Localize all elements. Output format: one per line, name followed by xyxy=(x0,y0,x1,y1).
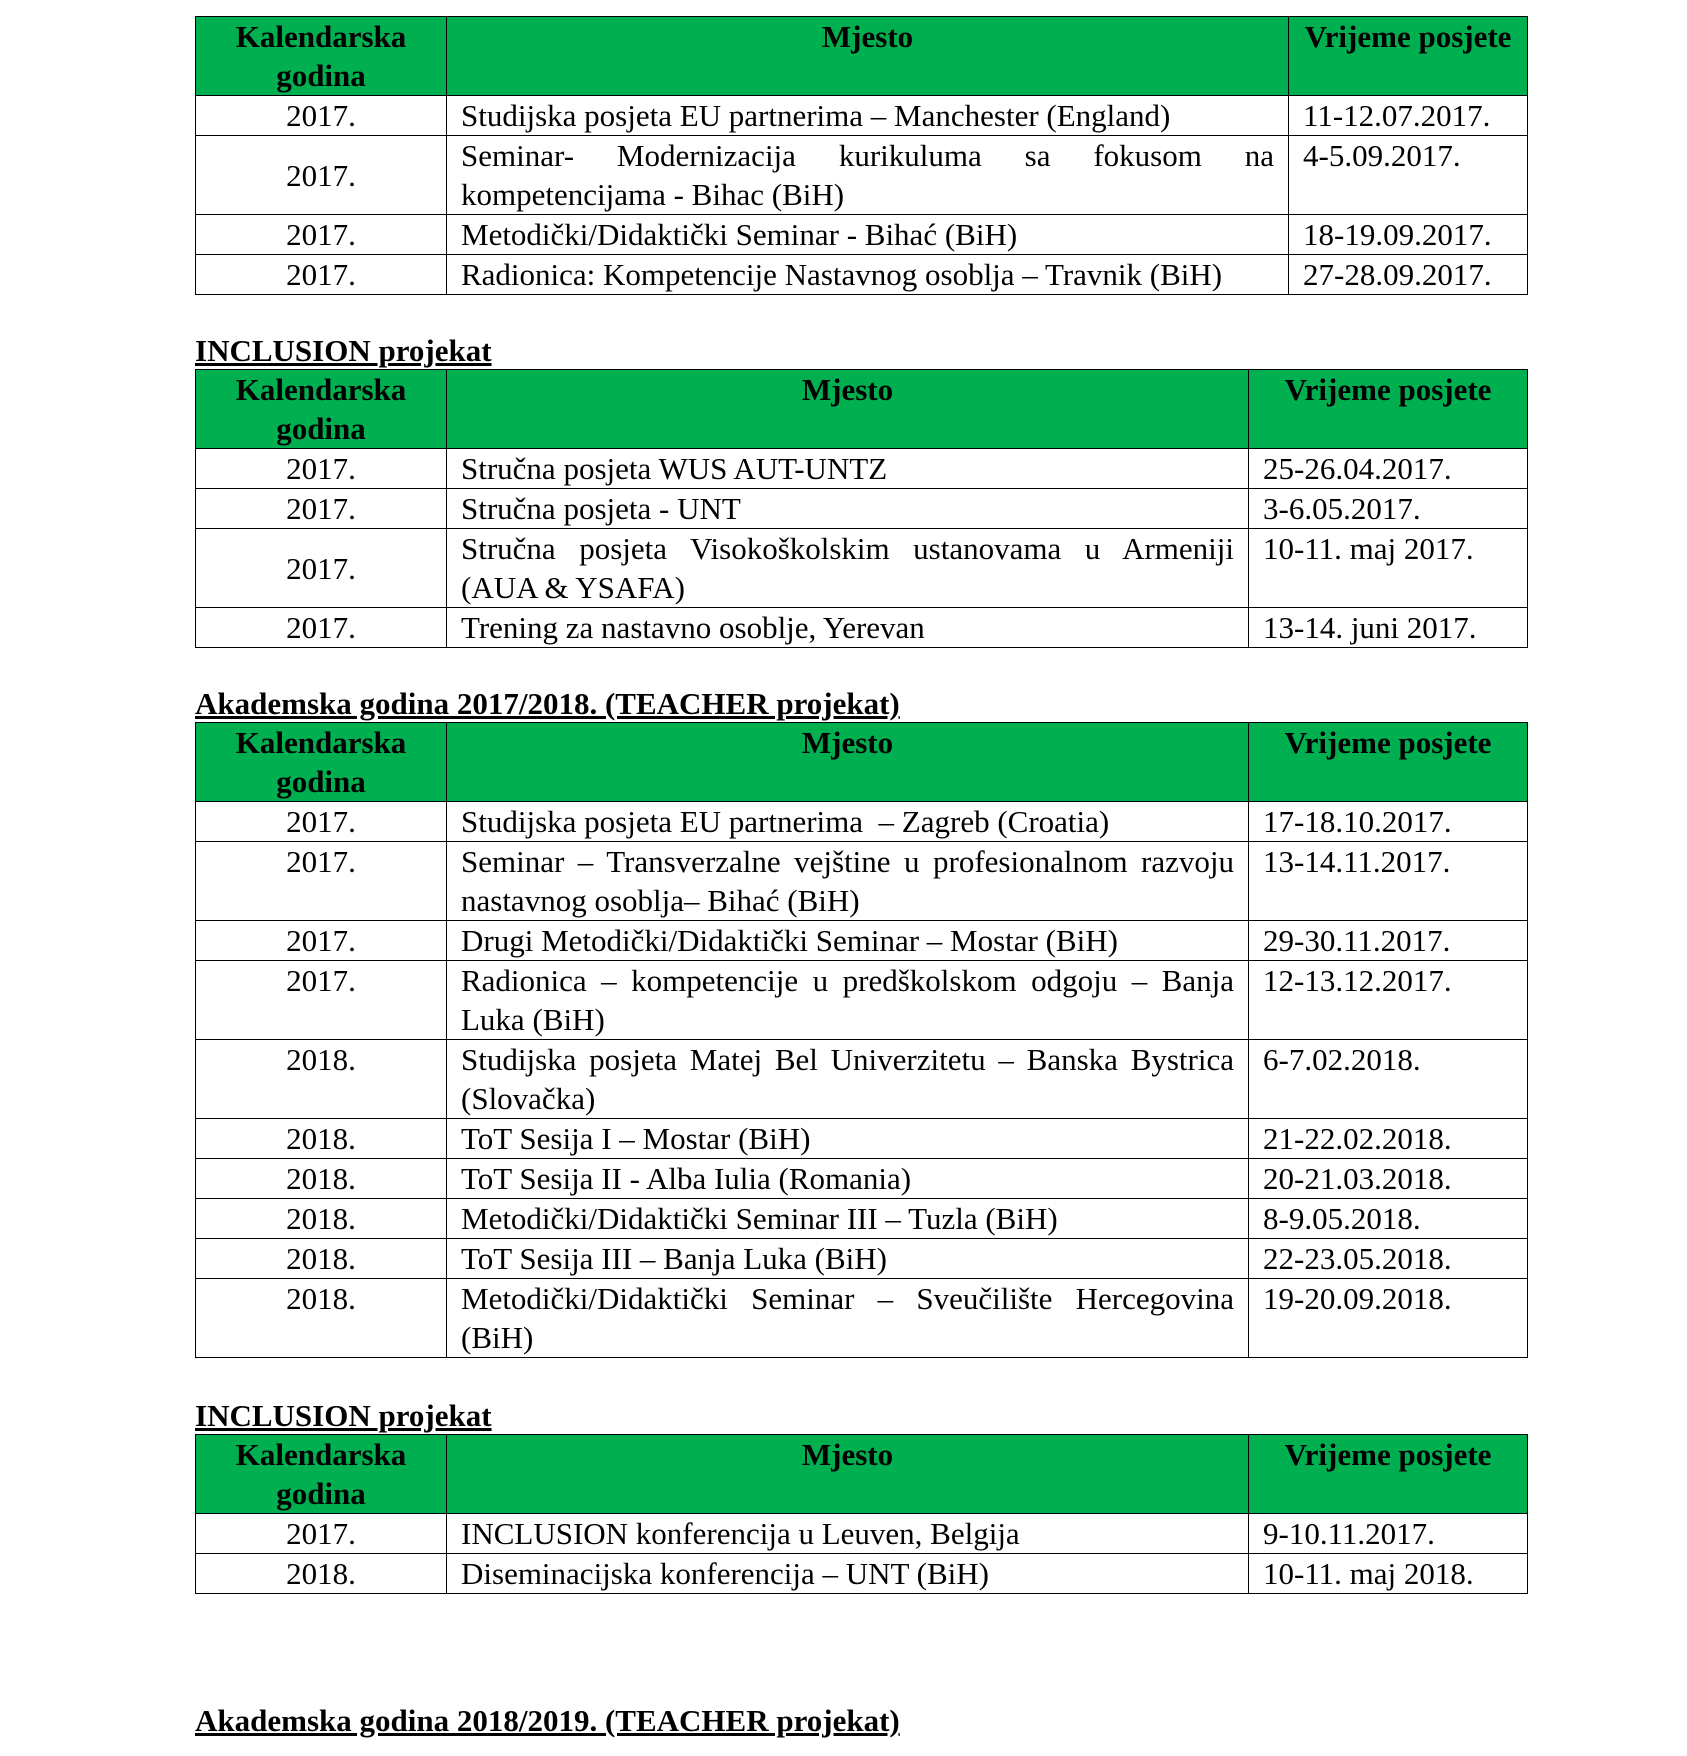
table-row xyxy=(196,489,1528,529)
section-title-inclusion-1: INCLUSION projekat xyxy=(195,333,492,368)
place-cell: Diseminacijska konferencija – UNT (BiH) xyxy=(447,1554,1249,1594)
table-row xyxy=(196,1554,1528,1594)
year-cell: 2017. xyxy=(196,842,447,921)
place-cell: ToT Sesija III – Banja Luka (BiH) xyxy=(447,1239,1249,1279)
year-cell: 2017. xyxy=(196,136,447,215)
visits-table-1 xyxy=(195,16,1528,295)
place-cell: Studijska posjeta EU partnerima – Zagreb (Croatia) xyxy=(447,802,1249,842)
header-year: Kalendarska godina xyxy=(196,17,447,96)
table-row xyxy=(196,802,1528,842)
table-row xyxy=(196,96,1528,136)
place-cell: ToT Sesija II - Alba Iulia (Romania) xyxy=(447,1159,1249,1199)
place-cell: Radionica: Kompetencije Nastavnog osoblja – Travnik (BiH) xyxy=(447,255,1289,295)
table-row xyxy=(196,1239,1528,1279)
date-cell: 3-6.05.2017. xyxy=(1249,489,1528,529)
header-time: Vrijeme posjete xyxy=(1249,370,1528,449)
section-title-teacher-2017-2018: Akademska godina 2017/2018. (TEACHER projekat) xyxy=(195,686,900,721)
table-row xyxy=(196,842,1528,921)
header-year: Kalendarska godina xyxy=(196,723,447,802)
visits-table-4 xyxy=(195,1434,1528,1594)
date-cell: 13-14. juni 2017. xyxy=(1249,608,1528,648)
date-cell: 17-18.10.2017. xyxy=(1249,802,1528,842)
year-cell: 2017. xyxy=(196,215,447,255)
place-cell: Trening za nastavno osoblje, Yerevan xyxy=(447,608,1249,648)
place-cell: Stručna posjeta WUS AUT-UNTZ xyxy=(447,449,1249,489)
date-cell: 22-23.05.2018. xyxy=(1249,1239,1528,1279)
place-cell: Drugi Metodički/Didaktički Seminar – Mostar (BiH) xyxy=(447,921,1249,961)
date-cell: 25-26.04.2017. xyxy=(1249,449,1528,489)
date-cell: 11-12.07.2017. xyxy=(1289,96,1528,136)
header-year: Kalendarska godina xyxy=(196,370,447,449)
section-title-teacher-2018-2019: Akademska godina 2018/2019. (TEACHER projekat) xyxy=(195,1703,900,1738)
date-cell: 4-5.09.2017. xyxy=(1289,136,1528,215)
table-header-row xyxy=(196,1435,1528,1514)
place-cell: Seminar- Modernizacija kurikuluma sa fokusom na kompetencijama - Bihac (BiH) xyxy=(447,136,1289,215)
place-cell: Seminar – Transverzalne vejštine u profesionalnom razvoju nastavnog osoblja– Bihać (BiH) xyxy=(447,842,1249,921)
place-cell: Radionica – kompetencije u predškolskom odgoju – Banja Luka (BiH) xyxy=(447,961,1249,1040)
table-row xyxy=(196,1514,1528,1554)
header-time: Vrijeme posjete xyxy=(1289,17,1528,96)
table-row xyxy=(196,608,1528,648)
place-cell: Stručna posjeta Visokoškolskim ustanovama u Armeniji (AUA & YSAFA) xyxy=(447,529,1249,608)
table-row xyxy=(196,1119,1528,1159)
date-cell: 10-11. maj 2018. xyxy=(1249,1554,1528,1594)
date-cell: 27-28.09.2017. xyxy=(1289,255,1528,295)
table-row xyxy=(196,1040,1528,1119)
date-cell: 12-13.12.2017. xyxy=(1249,961,1528,1040)
table-row xyxy=(196,529,1528,608)
place-cell: Metodički/Didaktički Seminar - Bihać (BiH) xyxy=(447,215,1289,255)
table-row xyxy=(196,449,1528,489)
section-title-inclusion-2: INCLUSION projekat xyxy=(195,1398,492,1433)
place-cell: Stručna posjeta - UNT xyxy=(447,489,1249,529)
table-row xyxy=(196,1159,1528,1199)
table-row xyxy=(196,961,1528,1040)
year-cell: 2017. xyxy=(196,961,447,1040)
year-cell: 2017. xyxy=(196,489,447,529)
visits-table-2 xyxy=(195,369,1528,648)
header-place: Mjesto xyxy=(447,1435,1249,1514)
year-cell: 2018. xyxy=(196,1554,447,1594)
table-header-row xyxy=(196,723,1528,802)
year-cell: 2018. xyxy=(196,1040,447,1119)
date-cell: 20-21.03.2018. xyxy=(1249,1159,1528,1199)
date-cell: 8-9.05.2018. xyxy=(1249,1199,1528,1239)
place-cell: ToT Sesija I – Mostar (BiH) xyxy=(447,1119,1249,1159)
year-cell: 2017. xyxy=(196,529,447,608)
place-cell: Studijska posjeta Matej Bel Univerzitetu – Banska Bystrica (Slovačka) xyxy=(447,1040,1249,1119)
date-cell: 9-10.11.2017. xyxy=(1249,1514,1528,1554)
place-cell: Metodički/Didaktički Seminar – Sveučilište Hercegovina (BiH) xyxy=(447,1279,1249,1358)
table-header-row xyxy=(196,370,1528,449)
visits-table-3 xyxy=(195,722,1528,1358)
place-cell: Metodički/Didaktički Seminar III – Tuzla (BiH) xyxy=(447,1199,1249,1239)
table-row xyxy=(196,136,1528,215)
table-row xyxy=(196,215,1528,255)
year-cell: 2017. xyxy=(196,255,447,295)
year-cell: 2017. xyxy=(196,1514,447,1554)
table-row xyxy=(196,1199,1528,1239)
table-header-row xyxy=(196,17,1528,96)
table-row xyxy=(196,921,1528,961)
place-cell: INCLUSION konferencija u Leuven, Belgija xyxy=(447,1514,1249,1554)
year-cell: 2018. xyxy=(196,1279,447,1358)
date-cell: 18-19.09.2017. xyxy=(1289,215,1528,255)
date-cell: 13-14.11.2017. xyxy=(1249,842,1528,921)
table-row xyxy=(196,255,1528,295)
year-cell: 2017. xyxy=(196,921,447,961)
header-place: Mjesto xyxy=(447,723,1249,802)
date-cell: 19-20.09.2018. xyxy=(1249,1279,1528,1358)
date-cell: 29-30.11.2017. xyxy=(1249,921,1528,961)
year-cell: 2017. xyxy=(196,449,447,489)
place-cell: Studijska posjeta EU partnerima – Manchester (England) xyxy=(447,96,1289,136)
year-cell: 2018. xyxy=(196,1119,447,1159)
year-cell: 2017. xyxy=(196,608,447,648)
header-place: Mjesto xyxy=(447,370,1249,449)
date-cell: 6-7.02.2018. xyxy=(1249,1040,1528,1119)
date-cell: 21-22.02.2018. xyxy=(1249,1119,1528,1159)
header-place: Mjesto xyxy=(447,17,1289,96)
year-cell: 2018. xyxy=(196,1239,447,1279)
header-year: Kalendarska godina xyxy=(196,1435,447,1514)
year-cell: 2017. xyxy=(196,802,447,842)
header-time: Vrijeme posjete xyxy=(1249,723,1528,802)
table-row xyxy=(196,1279,1528,1358)
year-cell: 2017. xyxy=(196,96,447,136)
year-cell: 2018. xyxy=(196,1159,447,1199)
year-cell: 2018. xyxy=(196,1199,447,1239)
header-time: Vrijeme posjete xyxy=(1249,1435,1528,1514)
date-cell: 10-11. maj 2017. xyxy=(1249,529,1528,608)
